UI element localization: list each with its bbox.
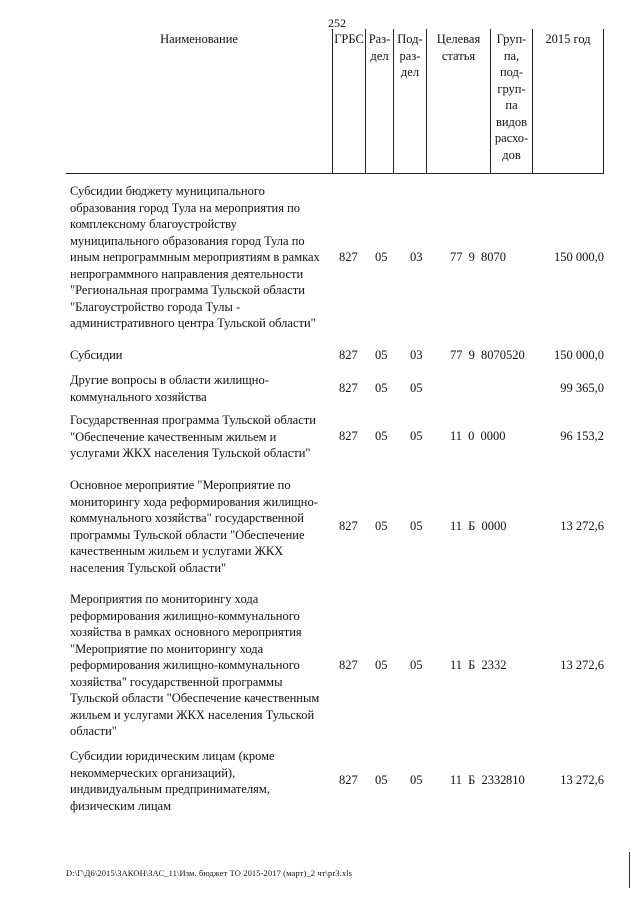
row-name: Субсидии [70,348,123,362]
scan-edge-line [629,852,630,888]
row-name: Государственная программа Тульской области "Обеспечение качественным жильем и услугами ЖКХ населения Тульской области" [70,413,316,460]
row-podrazdel: 03 [410,348,423,362]
header-grbs: ГРБС [332,29,365,173]
row-amount: 13 272,6 [560,658,604,672]
row-podrazdel: 05 [410,429,423,443]
row-grbs: 827 [339,519,358,533]
row-razdel: 05 [375,519,388,533]
table-header [66,29,604,174]
row-celevaya-statya: 77 9 8070 [450,348,506,362]
row-razdel: 05 [375,381,388,395]
row-celevaya-statya: 11 Б 0000 [450,519,507,533]
header-celevaya-statya: Целевая статья [426,29,490,173]
row-grbs: 827 [339,429,358,443]
row-amount: 13 272,6 [560,519,604,533]
row-razdel: 05 [375,773,388,787]
row-razdel: 05 [375,429,388,443]
row-podrazdel: 03 [410,250,423,264]
page-number: 252 [328,16,346,30]
header-name: Наименование [160,32,238,46]
row-podrazdel: 05 [410,658,423,672]
row-celevaya-statya: 11 Б 2332 [450,658,507,672]
file-path-footer: D:\Г\Д6\2015\ЗАКОН\ЗАС_11\Изм. бюджет ТО 2015-2017 (март)_2 чт\pr3.xls [66,868,353,878]
row-name: Субсидии бюджету муниципального образования город Тула на мероприятия по комплексному благоустройству муниципального образования город Тула по иным непрограммным мероприятиям в рамках непрограммного направления деятельности "Региональная программа Тульской области "Благоустройство города Тулы - административного центра Тульской области" [70,184,320,330]
row-podrazdel: 05 [410,381,423,395]
row-grbs: 827 [339,773,358,787]
header-gruppa-vidov-rashodov: Груп- па, под- груп- па видов расхо- дов [490,29,532,173]
row-grbs: 827 [339,381,358,395]
row-grbs: 827 [339,658,358,672]
row-name: Другие вопросы в области жилищно- коммунального хозяйства [70,373,269,404]
row-gruppa: 520 [506,348,525,362]
row-amount: 13 272,6 [560,773,604,787]
row-amount: 150 000,0 [554,250,604,264]
row-razdel: 05 [375,250,388,264]
row-gruppa: 810 [506,773,525,787]
row-amount: 99 365,0 [560,381,604,395]
row-celevaya-statya: 77 9 8070 [450,250,506,264]
row-amount: 96 153,2 [560,429,604,443]
row-podrazdel: 05 [410,773,423,787]
row-name: Субсидии юридическим лицам (кроме некоммерческих организаций), индивидуальным предпринимателям, физическим лицам [70,749,275,813]
row-razdel: 05 [375,348,388,362]
row-grbs: 827 [339,250,358,264]
row-grbs: 827 [339,348,358,362]
row-name: Мероприятия по мониторингу хода реформирования жилищно-коммунального хозяйства в рамках основного мероприятия "Мероприятие по мониторингу хода реформирования жилищно-коммунального хозяйства" государственной программы Тульской области "Обеспечение качественным жильем и услугами ЖКХ населения Тульской области" [70,592,320,738]
row-name: Основное мероприятие "Мероприятие по мониторингу хода реформирования жилищно- коммунального хозяйства" государственной программы Тульской области "Обеспечение качественным жильем и услугами ЖКХ населения Тульской области" [70,478,318,575]
header-razdel: Раз- дел [365,29,393,173]
header-podrazdel: Под- раз- дел [393,29,426,173]
row-razdel: 05 [375,658,388,672]
row-amount: 150 000,0 [554,348,604,362]
row-celevaya-statya: 11 Б 2332 [450,773,507,787]
row-podrazdel: 05 [410,519,423,533]
row-celevaya-statya: 11 0 0000 [450,429,506,443]
header-year-2015: 2015 год [532,29,604,173]
